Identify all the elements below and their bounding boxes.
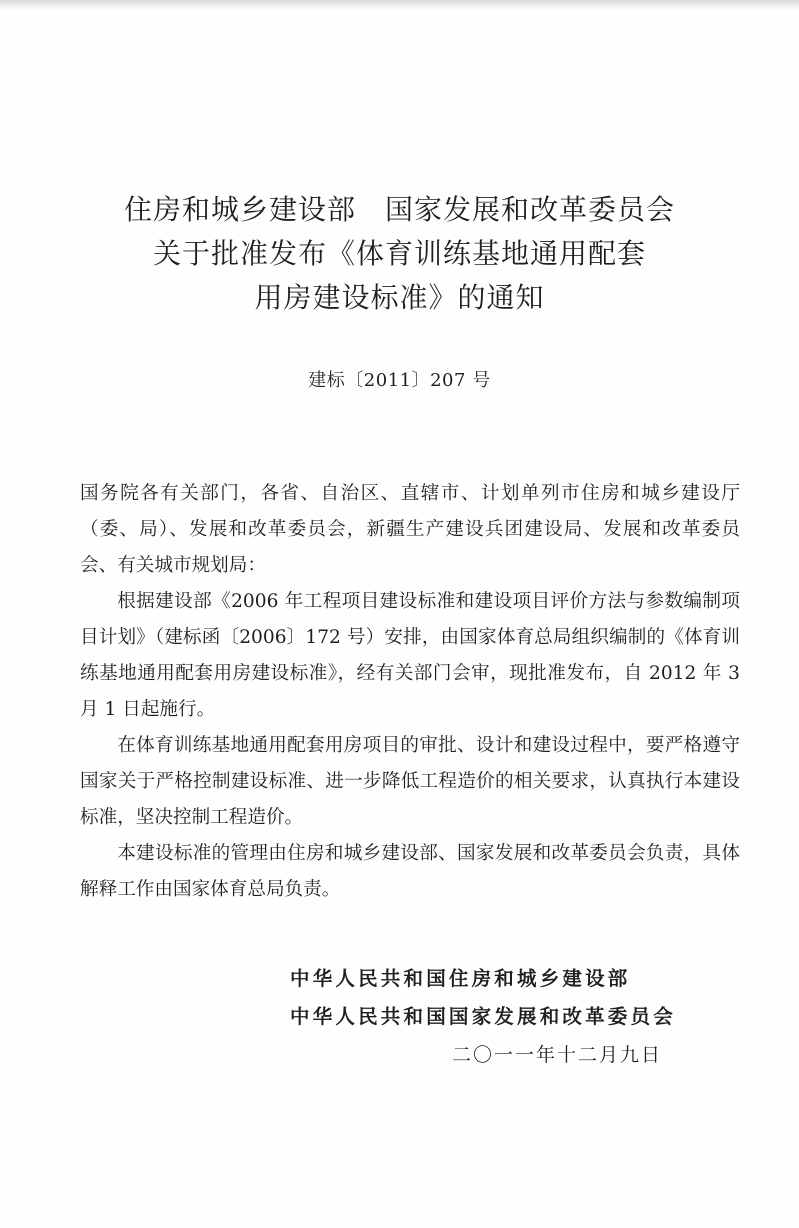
signature-block	[290, 960, 710, 1074]
body-paragraph-1: 根据建设部《2006 年工程项目建设标准和建设项目评价方法与参数编制项目计划》（建标函〔2006〕172 号）安排，由国家体育总局组织编制的《体育训练基地通用配套用房建设标准》，经有关部门会审，现批准发布，自 2012 年 3 月 1 日起施行。	[80, 591, 740, 720]
title-line-1: 住房和城乡建设部 国家发展和改革委员会	[123, 193, 675, 226]
signature-org-1: 中华人民共和国住房和城乡建设部	[290, 967, 631, 990]
signature-date: 二〇一一年十二月九日	[452, 1044, 663, 1066]
title-line-2: 关于批准发布《体育训练基地通用配套	[152, 237, 646, 270]
notice-body	[80, 476, 740, 908]
notice-title	[40, 188, 759, 320]
title-line-3: 用房建设标准》的通知	[254, 281, 545, 314]
body-paragraph-2: 在体育训练基地通用配套用房项目的审批、设计和建设过程中，要严格遵守国家关于严格控制建设标准、进一步降低工程造价的相关要求，认真执行本建设标准，坚决控制工程造价。	[80, 735, 740, 828]
addressee-paragraph: 国务院各有关部门，各省、自治区、直辖市、计划单列市住房和城乡建设厅（委、局）、发展和改革委员会，新疆生产建设兵团建设局、发展和改革委员会、有关城市规划局：	[80, 483, 740, 576]
signature-org-2: 中华人民共和国国家发展和改革委员会	[290, 1005, 676, 1028]
document-number: 建标〔2011〕207 号	[308, 370, 491, 391]
body-paragraph-3: 本建设标准的管理由住房和城乡建设部、国家发展和改革委员会负责，具体解释工作由国家体育总局负责。	[80, 843, 740, 900]
scan-edge-shadow	[0, 0, 799, 10]
